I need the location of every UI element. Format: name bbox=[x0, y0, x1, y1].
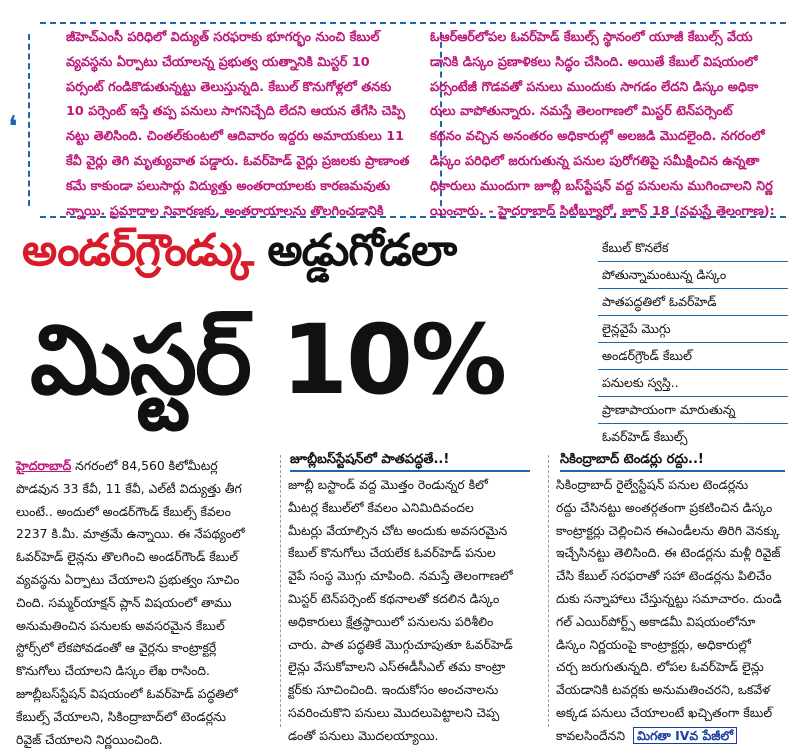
subhead-underline bbox=[290, 470, 530, 472]
intro-line: కథనం వచ్చిన అనంతరం అధికారుల్లో అలజడి మొదలైంది. నగరంలో bbox=[430, 129, 765, 145]
body-line: జూబ్లీ బస్టాండ్ వద్ద మొత్తం రెండున్నర కిలో bbox=[288, 477, 488, 492]
intro-line: 10 పర్సెంట్ ఇస్తే తప్ప పనులు సాగనిచ్చేది లేదని ఆయన తేగేసి చెప్పి bbox=[66, 104, 406, 120]
quote-mark-icon: ❛ bbox=[8, 110, 18, 145]
body-line: కేబుల్స్ వేయాలని, సికింద్రాబాద్‌లో టెండర్లను bbox=[16, 708, 227, 724]
dateline: హైదరాబాద్ bbox=[16, 458, 72, 473]
body-text: నగరంలో 84,560 కిలోమీటర్ల bbox=[71, 458, 218, 473]
intro-line: వ్యవస్థను ఏర్పాటు చేయాలన్న ప్రభుత్వ యత్నానికి మిస్టర్ 10 bbox=[66, 54, 370, 70]
body-line: కేబుల్ కొనుగోలు చేయలేక ఓవర్‌హెడ్ పనుల bbox=[288, 545, 496, 561]
body-line: స్టోర్స్‌లో లేకపోవడంతో ఆ వైర్లను కాంట్రాక్టర్లే bbox=[16, 640, 217, 656]
body-line: ఓవర్‌హెడ్ లైన్లను తొలగించి అండర్‌గౌండ్ కేబుల్ bbox=[16, 549, 239, 565]
body-line: చర్చ జరుగుతున్నది. లోపల ఓవర్‌హెడ్ లైన్లు bbox=[556, 659, 764, 675]
intro-line: న్నాయి. ప్రమాదాల నివారణకు, అంతరాయాలను తొలగించడానికి bbox=[66, 203, 384, 219]
subhead-jubilee: జూబ్లీబస్‌స్టేషన్‌లో పాతపద్ధతే..! bbox=[290, 452, 450, 467]
intro-line: డానికి డిస్కం ప్రణాళికలు సిద్ధం చేసింది. అయితే కేబుల్ విషయంలో bbox=[430, 54, 758, 70]
body-line: లైన్లు వేసుకోవాలని ఎస్‌ఈడీసీఎల్ తమ కాంట్రా bbox=[288, 659, 506, 675]
body-column-2 bbox=[288, 474, 543, 748]
body-line: సికింద్రాబాద్ రైల్వేస్టేషన్ పనుల టెండర్లను bbox=[556, 477, 749, 492]
headline-main: మిస్టర్ 10% bbox=[30, 304, 506, 416]
body-line: క్టర్‌కు సూచించింది. ఇందుకోసం అంచనాలను bbox=[288, 682, 499, 698]
body-line bbox=[16, 455, 274, 478]
body-line bbox=[556, 725, 790, 748]
intro-box bbox=[8, 22, 786, 219]
column-divider bbox=[280, 455, 281, 727]
body-line: అనుమతించిన పనులకు అవసరమైన కేబుల్ bbox=[16, 617, 225, 633]
intro-line: పర్సంటేజీ గొడవతో పనులు ముందుకు సాగడం లేదని డిస్కం అధికా bbox=[430, 79, 759, 95]
body-line: లుంటే.. అందులో అండర్‌గౌండ్ కేబుల్స్ కేవలం bbox=[16, 503, 231, 519]
side-row: కేబుల్ కొనలేక bbox=[598, 235, 788, 262]
intro-line: కమే కాకుండా పలుసార్లు విద్యుత్తు అంతరాయాలకు కారణమవుతు bbox=[66, 178, 391, 194]
body-line: చారు. పాత పద్ధతికే మొగ్గుచూపుతూ ఓవర్‌హెడ్ bbox=[288, 636, 513, 652]
body-line: గల్ ఎయిర్‌పోర్ట్స్ అకాడమీ విషయంలోనూ bbox=[556, 613, 756, 629]
side-row: పాతపద్ధతిలో ఓవర్‌హెడ్ bbox=[598, 289, 788, 316]
intro-line: ఓఆర్‌ఆర్‌లోపల ఓవర్‌హెడ్ కేబుల్స్ స్థానంలో యూజీ కేబుల్స్ వేయ bbox=[430, 30, 753, 45]
body-text: కావలసిందేనని bbox=[556, 727, 626, 743]
body-line: డిస్కం నిర్ణయంపై కాంట్రాక్టర్లు, అధికారుల్లో bbox=[556, 636, 751, 652]
continued-on-page-link[interactable]: మిగతా IVవ పేజీలో bbox=[633, 727, 737, 744]
body-column-1 bbox=[16, 455, 274, 751]
intro-line: కేవీ వైర్లు తెగి మృత్యువాత పడ్డారు. ఓవర్‌హెడ్ వైర్లు ప్రజలకు ప్రాణాంత bbox=[66, 153, 410, 169]
column-divider bbox=[548, 455, 549, 727]
intro-line: పర్సంట్ గండికొడుతున్నట్టు తెలుస్తున్నది. కేబుల్ కొనుగోళ్లలో తనకు bbox=[66, 79, 392, 95]
body-line: జూబ్లీబస్‌స్టేషన్ విషయంలో ఓవర్‌హెడ్ పద్ధతిలో bbox=[16, 685, 238, 701]
body-line: చేసి కేబుల్ సరఫరాతో సహా టెండర్లను పిలిచేం bbox=[556, 568, 772, 584]
intro-line: జీహెచ్‌ఎంసీ పరిధిలో విద్యుత్ సరఫరాకు భూగర్భం నుంచి కేబుల్ bbox=[66, 30, 380, 45]
body-line: అధికారులు క్షేత్రస్థాయిలో పనులను పరిశీలిం bbox=[288, 613, 494, 629]
intro-column-left bbox=[66, 26, 416, 224]
body-line: మిస్టర్ టెన్‌పర్సెంట్ కథనాలతో కదలిన డిస్కం bbox=[288, 590, 500, 606]
side-row: ఓవర్‌హెడ్ కేబుల్స్ bbox=[602, 429, 688, 444]
body-line: 2237 కి.మీ. మాత్రమే ఉన్నాయి. ఈ నేపథ్యంలో bbox=[16, 526, 245, 542]
body-line: మీటర్ల కేబుల్‌లో కేవలం ఎనిమిదివందల bbox=[288, 499, 474, 515]
intro-line: డిస్కం పరిధిలో జరుగుతున్న పనుల పురోగతిపై సమీక్షించిన ఉన్నతా bbox=[430, 153, 760, 169]
body-line: వైపే సంస్థ మొగ్గు చూపింది. నమస్తే తెలంగాణలో bbox=[288, 568, 513, 584]
intro-top-border bbox=[40, 22, 786, 24]
body-line: రద్దు చేసినట్టు అంతర్గతంగా ప్రకటించిన డిస్కం bbox=[556, 499, 773, 515]
body-line: పొడవున 33 కేవీ, 11 కేవీ, ఎల్‌టీ విద్యుత్తు తీగ bbox=[16, 480, 242, 496]
headline-red-word: అండర్‌గ్రౌండ్ bbox=[22, 225, 254, 276]
body-line: మీటర్లు వేయాల్సిన చోట అందుకు అవసరమైన bbox=[288, 522, 508, 538]
side-highlights bbox=[598, 235, 788, 450]
intro-line: రులు వాపోతున్నారు. నమస్తే తెలంగాణలో మిస్టర్ టెన్‌పర్సెంట్ bbox=[430, 104, 733, 120]
intro-line: నట్టు తెలిసింది. చింతల్‌కుంటలో ఆదివారం ఇద్దరు అమాయకులు 11 bbox=[66, 129, 405, 145]
body-line: డంతో పనులు మొదలయ్యాయి. bbox=[288, 727, 439, 743]
body-line: అక్కడ పనులు చేయాలంటే ఖచ్చితంగా కేబుల్ bbox=[556, 704, 773, 720]
side-row: ప్రాణాపాయంగా మారుతున్న bbox=[598, 397, 788, 424]
side-row: పోతున్నామంటున్న డిస్కం bbox=[598, 262, 788, 289]
headline-black-words: కు అడ్డుగోడలా bbox=[253, 225, 457, 276]
body-line: సవరించుకొని పనులు మొదలుపెట్టాలని చెప్ప bbox=[288, 704, 500, 720]
body-line: వేయడానికి టవర్లకు అనుమతించరని, ఒకవేళ bbox=[556, 682, 771, 698]
body-line: ఇచ్చేసినట్టు తెలిసింది. ఈ టెండర్లను మళ్లీ రివైజ్ bbox=[556, 545, 781, 561]
body-line: కాంట్రాక్టర్లు చెల్లించిన ఈఎండీలను తిరిగి వెనక్కు bbox=[556, 522, 780, 538]
intro-left-border bbox=[28, 34, 30, 206]
body-line: చింది. సమ్మర్‌యాక్షన్ ప్లాన్ విషయంలో తాము bbox=[16, 594, 232, 610]
side-row: లైన్లవైపే మొగ్గు bbox=[598, 316, 788, 343]
subhead-secunderabad: సికింద్రాబాద్ టెండర్లు రద్దు..! bbox=[560, 452, 704, 467]
side-row: పనులకు స్వస్తి.. bbox=[598, 370, 788, 397]
subhead-underline bbox=[560, 470, 785, 472]
body-line: దుకు సన్నాహాలు చేస్తున్నట్టు సమాచారం. దుండి bbox=[556, 590, 782, 606]
intro-line: ధికారులు ముందుగా జూబ్లీ బస్‌స్టేషన్ వద్ద పనులను ముగించాలని నిర్ణ bbox=[430, 178, 773, 194]
body-line: వ్యవస్థను ఏర్పాటు చేయాలని ప్రభుత్వం సూచిం bbox=[16, 571, 240, 587]
body-line: కొనుగోలు చేయాలని డిస్కం లేఖ రాసింది. bbox=[16, 663, 210, 679]
body-column-3 bbox=[556, 474, 790, 748]
body-line: రివైజ్ చేయాలని నిర్ణయించింది. bbox=[16, 731, 163, 747]
side-row: అండర్‌గ్రౌండ్ కేబుల్ bbox=[598, 343, 788, 370]
headline-top bbox=[22, 225, 456, 287]
intro-column-right bbox=[430, 26, 780, 224]
intro-line: యించారు. - హైదరాబాద్ సిటీబ్యూరో, జూన్ 18 (నమస్తే తెలంగాణ): bbox=[430, 203, 775, 219]
